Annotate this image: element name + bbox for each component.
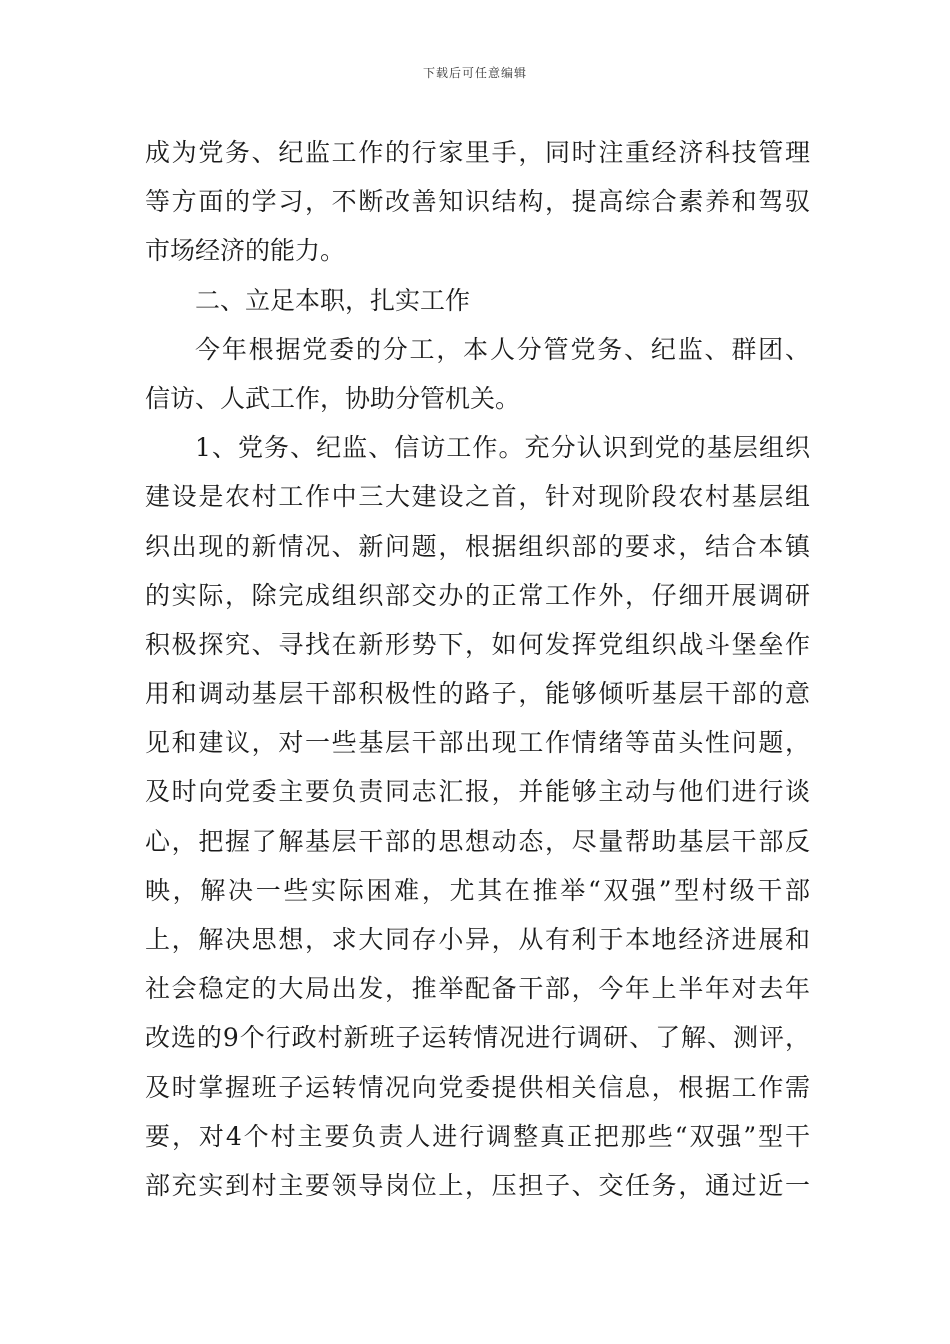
text-line: 市场经济的能力。: [145, 236, 346, 266]
text-line: 上，解决思想，求大同存小异，从有利于本地经济进展和: [145, 925, 810, 954]
text-line: 改选的9个行政村新班子运转情况进行调研、了解、测评，: [145, 1023, 810, 1053]
text-line: 映，解决一些实际困难，尤其在推举“双强”型村级干部: [145, 875, 810, 905]
text-line: 信访、人武工作，协助分管机关。: [145, 383, 521, 413]
text-line: 用和调动基层干部积极性的路子，能够倾听基层干部的意: [145, 679, 810, 709]
page-header: 下载后可任意编辑: [422, 66, 527, 80]
text-line: 社会稳定的大局出发，推举配备干部，今年上半年对去年: [145, 974, 810, 1004]
text-line: 见和建议，对一些基层干部出现工作情绪等苗头性问题，: [145, 728, 810, 758]
text-line: 积极探究、寻找在新形势下，如何发挥党组织战斗堡垒作: [145, 629, 810, 659]
paragraph-start: 今年根据党委的分工，本人分管党务、纪监、群团、: [195, 334, 810, 364]
document-body: [145, 128, 810, 1210]
text-line: 建设是农村工作中三大建设之首，针对现阶段农村基层组: [145, 482, 810, 512]
text-line: 部充实到村主要领导岗位上，压担子、交任务，通过近一: [145, 1170, 810, 1200]
paragraph-start: 1、党务、纪监、信访工作。充分认识到党的基层组织: [195, 433, 810, 463]
text-line: 等方面的学习，不断改善知识结构，提高综合素养和驾驭: [145, 187, 810, 217]
text-line: 成为党务、纪监工作的行家里手，同时注重经济科技管理: [145, 138, 810, 167]
text-line: 心，把握了解基层干部的思想动态，尽量帮助基层干部反: [145, 826, 810, 856]
text-line: 的实际，除完成组织部交办的正常工作外，仔细开展调研: [145, 580, 810, 610]
text-line: 及时掌握班子运转情况向党委提供相关信息，根据工作需: [145, 1072, 810, 1102]
text-line: 要，对4个村主要负责人进行调整真正把那些“双强”型干: [145, 1121, 810, 1151]
text-line: 及时向党委主要负责同志汇报，并能够主动与他们进行谈: [145, 777, 810, 807]
text-line: 织出现的新情况、新问题，根据组织部的要求，结合本镇: [145, 531, 810, 561]
section-heading: 二、立足本职，扎实工作: [195, 285, 471, 315]
